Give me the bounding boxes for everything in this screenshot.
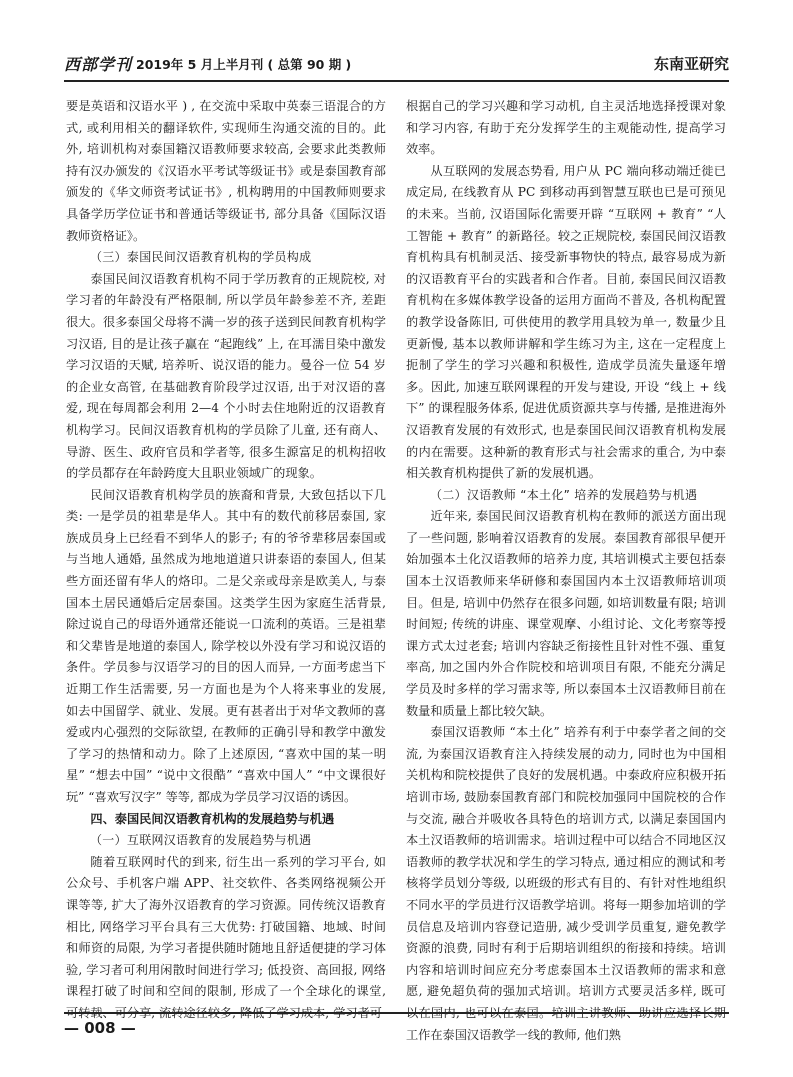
paragraph: 泰国汉语教师 “本土化” 培养有利于中泰学者之间的交流, 为泰国汉语教育注入持续发展的动力, 同时也为中国相关机构和院校提供了良好的发展机遇。中泰政府应积极开拓培训市场, 鼓励泰国教育部门和院校加强同中国院校的合作与交流, 融合并吸收各具特色的培训方式, 以满足泰国国内本土汉语教师的培训需求。培训过程中可以结合不同地区汉语教师的教学状况和学生的学习特点, 通过相应的测试和考核将学员划分等级, 以班级的形式有目的、有针对性地组织不同水平的学员进行汉语教学培训。将每一期参加培训的学员信息及培训内容登记造册, 减少受训学员重复, 避免教学资源的浪费, 同时有利于后期培训组织的衔接和持续。培训内容和培训时间应充分考虑泰国本土汉语教师的需求和意愿, 避免超负荷的强加式培训。培训方式要灵活多样, 既可以在国内, 也可以在泰国。培训主讲教师、助讲应选择长期工作在泰国汉语教学一线的教师, 他们熟 xyxy=(406,725,726,1042)
subsection-heading: （二）汉语教师 “本土化” 培养的发展趋势与机遇 xyxy=(430,487,698,502)
journal-logo: 西部学刊 xyxy=(64,55,133,74)
header-divider xyxy=(64,80,729,82)
section-heading: 四、泰国民间汉语教育机构的发展趋势与机遇 xyxy=(90,811,335,826)
footer-divider xyxy=(64,1012,729,1014)
paragraph: 随着互联网时代的到来, 衍生出一系列的学习平台, 如公众号、手机客户端 APP、社交软件、各类网络视频公开课等等, 扩大了海外汉语教育的学习资源。同传统汉语教育相比, 网络学习平台具有三大优势: 打破国籍、地域、时间和师资的局限, 为学习者提供随时随地且舒适便捷的学习体验, 学习者可利用闲散时间进行学习; 低投资、高回报, 网络课程打破了时间和空间的限制, 形成了一个全球化的课堂, 可转载、可分享, 流转途径较多, 降低了学习成本; 学习者可 xyxy=(66,854,386,1020)
right-column xyxy=(406,96,726,1046)
left-column xyxy=(66,96,386,1025)
subsection-heading: （一）互联网汉语教育的发展趋势与机遇 xyxy=(90,833,312,848)
paragraph: 近年来, 泰国民间汉语教育机构在教师的派送方面出现了一些问题, 影响着汉语教育的发展。泰国教育部很早便开始加强本土化汉语教师的培养力度, 其培训模式主要包括泰国本土汉语教师来华研修和泰国国内本土汉语教师培训项目。但是, 培训中仍然存在很多问题, 如培训数量有限; 培训时间短; 传统的讲座、课堂观摩、小组讨论、文化考察等授课方式太过老套; 培训内容缺乏衔接性且针对性不强、重复率高, 加之国内外合作院校和培训项目有限, 不能充分满足学员及时多样的学习需求等, 所以泰国本土汉语教师目前在数量和质量上都比较欠缺。 xyxy=(406,509,726,718)
page-number: — 008 — xyxy=(64,1019,136,1037)
paragraph: 要是英语和汉语水平 ) , 在交流中采取中英泰三语混合的方式, 或利用相关的翻译软件, 实现师生沟通交流的目的。此外, 培训机构对泰国籍汉语教师要求较高, 会要求此类教师持有汉办颁发的《汉语水平考试等级证书》或是泰国教育部颁发的《华文师资考试证书》, 机构聘用的中国教师则要求具备学历学位证书和普通话等级证书, 部分具备《国际汉语教师资格证》。 xyxy=(66,99,386,243)
section-title: 东南亚研究 xyxy=(653,55,729,73)
subsection-heading: （三）泰国民间汉语教育机构的学员构成 xyxy=(90,250,312,265)
issue-info: 2019年 5 月上半月刊 ( 总第 90 期 ) xyxy=(136,57,352,72)
paragraph: 泰国民间汉语教育机构不同于学历教育的正规院校, 对学习者的年龄没有严格限制, 所以学员年龄参差不齐, 差距很大。很多泰国父母将不满一岁的孩子送到民间教育机构学习汉语, 目的是让孩子赢在 “起跑线” 上, 在耳濡目染中激发学习汉语的天赋, 培养听、说汉语的能力。曼谷一位 54 岁的企业女高管, 在基础教育阶段学过汉语, 出于对汉语的喜爱, 现在每周都会利用 2—4 个小时去住地附近的汉语教育机构学习。民间汉语教育机构的学员除了儿童, 还有商人、导游、医生、政府官员和学者等, 很多生源富足的机构招收的学员都存在年龄跨度大且职业领域广的现象。 xyxy=(66,271,386,481)
paragraph: 根据自己的学习兴趣和学习动机, 自主灵活地选择授课对象和学习内容, 有助于充分发挥学生的主观能动性, 提高学习效率。 xyxy=(406,99,726,157)
paragraph: 民间汉语教育机构学员的族裔和背景, 大致包括以下几类: 一是学员的祖辈是华人。其中有的数代前移居泰国, 家族成员身上已经看不到华人的影子; 有的爷爷辈移居泰国或与当地人通婚, 虽然成为地地道道只讲泰语的泰国人, 但某些方面还留有华人的烙印。二是父亲或母亲是欧美人, 与泰国本土居民通婚后定居泰国。这类学生因为家庭生活背景, 除过说自己的母语外通常还能说一口流利的英语。三是祖辈和父辈皆是地道的泰国人, 除学校以外没有学习和说汉语的条件。学员参与汉语学习的目的因人而异, 一方面考虑当下近期工作生活需要, 另一方面也是为个人将来事业的发展, 如去中国留学、就业、发展。更有甚者出于对华文教师的喜爱或内心强烈的交际欲望, 在教师的正确引导和教学中激发了学习的热情和动力。除了上述原因, “喜欢中国的某一明星” “想去中国” “说中文很酷” “喜欢中国人” “中文课很好玩” “喜欢写汉字” 等等, 都成为学员学习汉语的诱因。 xyxy=(66,487,386,804)
paragraph: 从互联网的发展态势看, 用户从 PC 端向移动端迁徙已成定局, 在线教育从 PC 到移动再到智慧互联也已是可预见的未来。当前, 汉语国际化需要开辟 “互联网 + 教育” “人工智能 + 教育” 的新路径。较之正规院校, 泰国民间汉语教育机构具有机制灵活、接受新事物快的特点, 最容易成为新的汉语教育平台的实践者和合作者。目前, 泰国民间汉语教育机构在多媒体教学设备的运用方面尚不普及, 各机构配置的教学设备陈旧, 可供使用的教学用具较为单一, 数量少且更新慢, 基本以教师讲解和学生练习为主, 这在一定程度上扼制了学生的学习兴趣和积极性, 造成学员流失量逐年增多。因此, 加速互联网课程的开发与建设, 开设 “线上 + 线下” 的课程服务体系, 促进优质资源共享与传播, 是推进海外汉语教育发展的有效形式, 也是泰国民间汉语教育机构发展的内在需要。这种新的教育形式与社会需求的重合, 为中泰相关教育机构提供了新的发展机遇。 xyxy=(406,163,726,481)
